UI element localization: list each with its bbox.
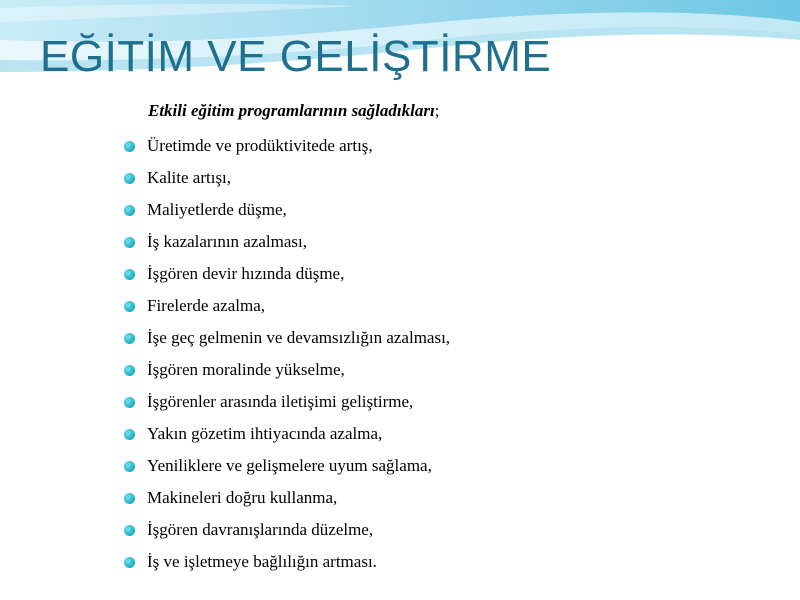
list-item-text: Üretimde ve prodüktivitede artış, (147, 136, 373, 155)
list-item (124, 514, 450, 546)
list-item (124, 162, 450, 194)
bullet-icon (124, 493, 135, 504)
bullet-icon (124, 397, 135, 408)
list-item (124, 386, 450, 418)
list-item-text: İşgörenler arasında iletişimi geliştirme, (147, 392, 414, 411)
list-item (124, 226, 450, 258)
bullet-icon (124, 333, 135, 344)
list-item (124, 546, 450, 578)
list-item-text: Maliyetlerde düşme, (147, 200, 287, 219)
bullet-icon (124, 269, 135, 280)
bullet-icon (124, 365, 135, 376)
subtitle-emphasis: Etkili eğitim programlarının sağladıkları (148, 101, 435, 120)
slide-subtitle (148, 101, 439, 121)
bullet-icon (124, 237, 135, 248)
list-item (124, 482, 450, 514)
list-item-text: İşe geç gelmenin ve devamsızlığın azalması, (147, 328, 451, 347)
bullet-icon (124, 429, 135, 440)
list-item (124, 418, 450, 450)
list-item-text: İşgören davranışlarında düzelme, (147, 520, 374, 539)
bullet-icon (124, 525, 135, 536)
bullet-icon (124, 461, 135, 472)
bullet-icon (124, 205, 135, 216)
list-item (124, 290, 450, 322)
list-item-text: İşgören moralinde yükselme, (147, 360, 345, 379)
list-item-text: İşgören devir hızında düşme, (147, 264, 345, 283)
list-item-text: Yakın gözetim ihtiyacında azalma, (147, 424, 383, 443)
list-item-text: Kalite artışı, (147, 168, 232, 187)
list-item-text: Firelerde azalma, (147, 296, 265, 315)
subtitle-suffix: ; (434, 101, 440, 120)
list-item-text: Yeniliklere ve gelişmelere uyum sağlama, (147, 456, 432, 475)
list-item (124, 354, 450, 386)
list-item-text: İş kazalarının azalması, (147, 232, 308, 251)
list-item-text: İş ve işletmeye bağlılığın artması. (147, 552, 377, 571)
list-item (124, 322, 450, 354)
bullet-icon (124, 173, 135, 184)
benefits-list (124, 130, 450, 578)
bullet-icon (124, 557, 135, 568)
list-item-text: Makineleri doğru kullanma, (147, 488, 338, 507)
list-item (124, 450, 450, 482)
list-item (124, 130, 450, 162)
slide-title: EĞİTİM VE GELİŞTİRME (40, 32, 552, 81)
bullet-icon (124, 301, 135, 312)
list-item (124, 194, 450, 226)
bullet-icon (124, 141, 135, 152)
list-item (124, 258, 450, 290)
